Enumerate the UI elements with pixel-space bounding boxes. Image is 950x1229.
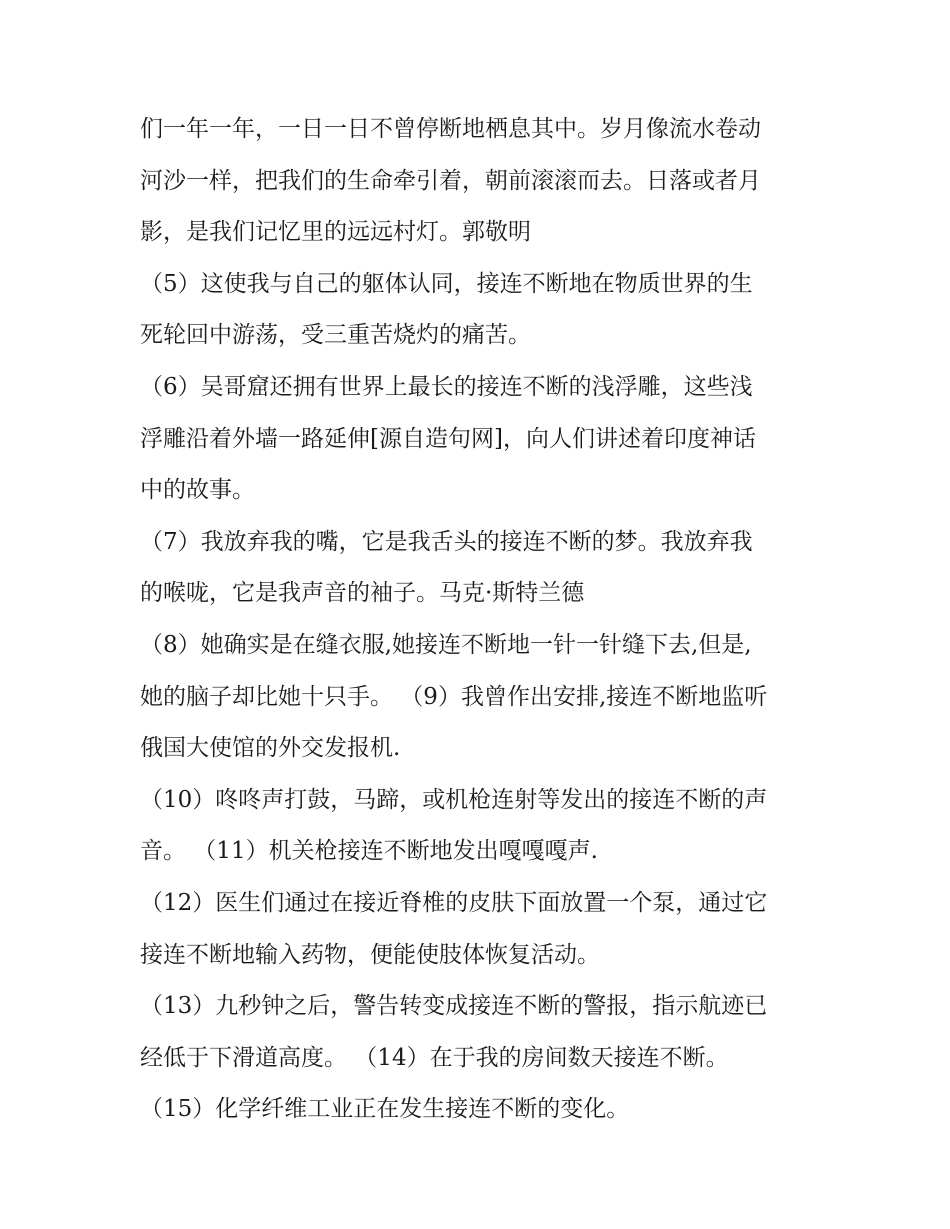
- text-line: 死轮回中游荡，受三重苦烧灼的痛苦。: [140, 322, 531, 349]
- text-line: 影，是我们记忆里的远远村灯。郭敬明: [140, 219, 531, 246]
- text-line: 浮雕沿着外墙一路延伸[源自造句网]，向人们讲述着印度神话: [140, 425, 756, 452]
- text-line: 接连不断地输入药物，便能使肢体恢复活动。: [140, 941, 600, 968]
- text-line: 她的脑子却比她十只手。 （9）我曾作出安排,接连不断地监听: [140, 683, 768, 710]
- text-line: （15）化学纤维工业正在发生接连不断的变化。: [140, 1096, 630, 1123]
- text-line: （10）咚咚声打鼓，马蹄，或机枪连射等发出的接连不断的声: [140, 786, 768, 813]
- text-line: （5）这使我与自己的躯体认同，接连不断地在物质世界的生: [140, 270, 753, 297]
- text-line: （8）她确实是在缝衣服,她接连不断地一针一针缝下去,但是,: [140, 631, 752, 658]
- document-body: [140, 104, 820, 1136]
- text-line: （12）医生们通过在接近脊椎的皮肤下面放置一个泵，通过它: [140, 889, 768, 916]
- text-line: （13）九秒钟之后，警告转变成接连不断的警报，指示航迹已: [140, 993, 768, 1020]
- text-line: 河沙一样，把我们的生命牵引着，朝前滚滚而去。日落或者月: [140, 167, 761, 194]
- text-line: （7）我放弃我的嘴，它是我舌头的接连不断的梦。我放弃我: [140, 528, 753, 555]
- text-line: 中的故事。: [140, 477, 255, 504]
- text-line: 音。 （11）机关枪接连不断地发出嘎嘎嘎声.: [140, 838, 598, 865]
- text-line: 经低于下滑道高度。 （14）在于我的房间数天接连不断。: [140, 1044, 729, 1071]
- text-line: 的喉咙，它是我声音的袖子。马克·斯特兰德: [140, 580, 585, 607]
- text-line: （6）吴哥窟还拥有世界上最长的接连不断的浅浮雕，这些浅: [140, 373, 753, 400]
- text-line: 们一年一年，一日一日不曾停断地栖息其中。岁月像流水卷动: [140, 116, 761, 142]
- text-line: 俄国大使馆的外交发报机.: [140, 735, 401, 762]
